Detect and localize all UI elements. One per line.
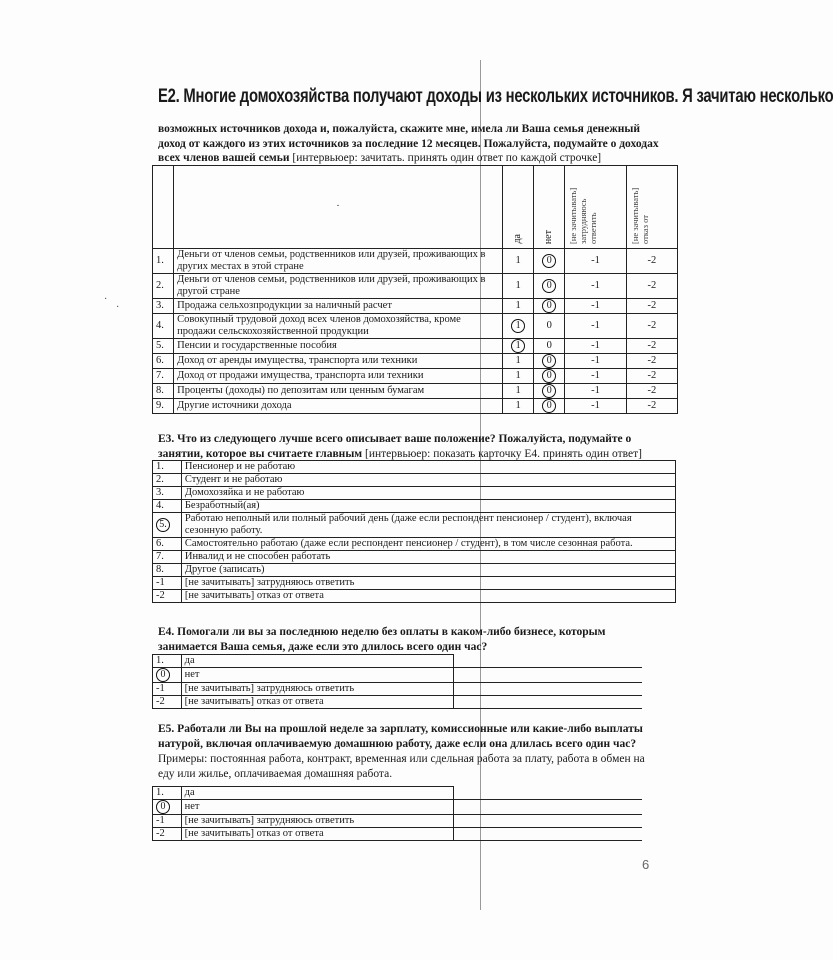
e2-row [153, 274, 678, 299]
header-no: нет [534, 166, 565, 249]
answer-dk[interactable] [565, 249, 626, 274]
option-code [153, 696, 182, 709]
answer-dk[interactable] [565, 299, 626, 314]
e3-option-row[interactable] [153, 590, 676, 603]
answer-dk[interactable] [565, 399, 626, 414]
e5-question: Е5. Работали ли Вы на прошлой неделе за зарплату, комиссионные или какие-либо выплаты натурой, включая оплачиваемую домашнюю работу, даже если она длилась всего один час? Примеры: постоянная работа, контракт, временная или сдельная работа за плату, работа в обмен на еду или жилье, оплачиваемая домашняя работа. [158, 723, 645, 780]
option-code-label: 0 [156, 800, 170, 814]
option-code [153, 513, 182, 538]
answer-code: -2 [647, 400, 657, 411]
answer-ref[interactable] [626, 369, 677, 384]
row-source: Доход от аренды имущества, транспорта или техники [174, 354, 503, 369]
answer-code: 1 [515, 370, 521, 381]
row-source: Проценты (доходы) по депозитам или ценным бумагам [174, 384, 503, 399]
option-text: [не зачитывать] отказ от ответа [181, 696, 454, 709]
answer-code: 1 [515, 385, 521, 396]
margin-mark: · [104, 294, 108, 305]
answer-yes[interactable] [502, 274, 533, 299]
option-code-label: -2 [156, 696, 165, 707]
option-code [153, 564, 182, 577]
option-text: [не зачитывать] отказ от ответа [181, 590, 675, 603]
blank-cell [454, 828, 642, 841]
answer-dk[interactable] [565, 314, 626, 339]
answer-yes[interactable] [502, 314, 533, 339]
option-text: [не зачитывать] затрудняюсь ответить [181, 683, 454, 696]
option-code [153, 787, 182, 800]
header-dont-know: [не зачитывать] затрудняюсь ответить [565, 166, 626, 249]
e2-row [153, 399, 678, 414]
answer-code: -2 [647, 280, 657, 291]
option-text: [не зачитывать] отказ от ответа [181, 828, 454, 841]
answer-ref[interactable] [626, 339, 677, 354]
answer-no[interactable] [534, 369, 565, 384]
e2-row [153, 299, 678, 314]
answer-yes[interactable] [502, 339, 533, 354]
e3-option-row[interactable] [153, 538, 676, 551]
answer-code: 1 [511, 339, 525, 353]
e5-option-row[interactable] [153, 800, 643, 815]
answer-code: 0 [546, 320, 552, 331]
answer-yes[interactable] [502, 384, 533, 399]
option-text: да [181, 655, 454, 668]
blank-cell [454, 655, 642, 668]
row-source: Другие источники дохода [174, 399, 503, 414]
option-text: Инвалид и не способен работать [181, 551, 675, 564]
row-source: Деньги от членов семьи, родственников или друзей, проживающих в других местах в этой стране [174, 249, 503, 274]
e5-option-row[interactable] [153, 787, 643, 800]
answer-code: 1 [515, 400, 521, 411]
e2-row [153, 314, 678, 339]
margin-mark: · [116, 302, 120, 313]
option-code-label: 8. [156, 564, 164, 575]
option-code-label: -2 [156, 828, 165, 839]
answer-code: -1 [591, 370, 600, 381]
answer-ref[interactable] [626, 384, 677, 399]
option-text: Домохозяйка и не работаю [181, 487, 675, 500]
e2-row [153, 249, 678, 274]
e2-intro-instruction: [интервьюер: зачитать. принять один ответ по каждой строчке] [289, 152, 602, 164]
answer-code: -2 [647, 320, 657, 331]
answer-ref[interactable] [626, 274, 677, 299]
answer-code: 0 [542, 354, 556, 368]
option-code-label: 2. [156, 474, 164, 485]
e2-header-row [153, 166, 678, 249]
e4-option-row[interactable] [153, 683, 643, 696]
option-code-label: -1 [156, 815, 165, 826]
e3-option-row[interactable] [153, 564, 676, 577]
option-code [153, 500, 182, 513]
answer-code: 0 [542, 399, 556, 413]
header-num-cell [153, 166, 174, 249]
e3-option-row[interactable] [153, 474, 676, 487]
option-text: [не зачитывать] затрудняюсь ответить [181, 815, 454, 828]
answer-yes[interactable] [502, 249, 533, 274]
blank-cell [454, 668, 642, 683]
option-text: да [181, 787, 454, 800]
answer-code: -2 [647, 355, 657, 366]
header-refuse: [не зачитывать] отказ от [626, 166, 677, 249]
blank-cell [454, 683, 642, 696]
e3-option-row[interactable] [153, 513, 676, 538]
e2-rows [153, 249, 678, 414]
e3-option-row[interactable] [153, 577, 676, 590]
answer-code: -1 [591, 280, 600, 291]
page-number: 6 [642, 857, 650, 872]
blank-cell [454, 696, 642, 709]
answer-dk[interactable] [565, 274, 626, 299]
option-code-label: 3. [156, 487, 164, 498]
answer-no[interactable] [534, 249, 565, 274]
answer-code: -2 [647, 340, 657, 351]
e2-row [153, 384, 678, 399]
answer-dk[interactable] [565, 369, 626, 384]
answer-ref[interactable] [626, 354, 677, 369]
option-text: Пенсионер и не работаю [181, 461, 675, 474]
answer-code: 0 [542, 384, 556, 398]
option-code [153, 590, 182, 603]
option-code [153, 815, 182, 828]
answer-ref[interactable] [626, 399, 677, 414]
answer-code: -2 [647, 370, 657, 381]
option-code-label: 0 [156, 668, 170, 682]
answer-no[interactable] [534, 274, 565, 299]
option-code [153, 655, 182, 668]
option-code [153, 577, 182, 590]
answer-code: 0 [542, 369, 556, 383]
option-text: Студент и не работаю [181, 474, 675, 487]
answer-no[interactable] [534, 339, 565, 354]
answer-no[interactable] [534, 299, 565, 314]
option-code [153, 538, 182, 551]
option-code [153, 474, 182, 487]
answer-code: -1 [591, 300, 600, 311]
row-number: 7. [153, 369, 174, 384]
answer-code: 0 [542, 279, 556, 293]
e3-options-table [152, 460, 676, 603]
option-text: нет [181, 800, 454, 815]
answer-code: 1 [515, 355, 521, 366]
e3-question: Е3. Что из следующего лучше всего описывает ваше положение? Пожалуйста, подумайте о занятии, которое вы считаете главным [интервьюер: показать карточку Е4. принять один ответ] [158, 433, 642, 460]
option-code-label: 5. [156, 518, 170, 532]
row-number: 3. [153, 299, 174, 314]
option-code-label: 7. [156, 551, 164, 562]
option-text: Другое (записать) [181, 564, 675, 577]
row-number: 4. [153, 314, 174, 339]
e2-row [153, 369, 678, 384]
e5-options-table [152, 786, 642, 841]
answer-code: -1 [591, 385, 600, 396]
e2-intro [158, 122, 668, 166]
answer-yes[interactable] [502, 354, 533, 369]
answer-no[interactable] [534, 399, 565, 414]
e3-option-row[interactable] [153, 487, 676, 500]
row-number: 9. [153, 399, 174, 414]
e3-option-row[interactable] [153, 500, 676, 513]
answer-code: -2 [647, 255, 657, 266]
option-code-label: -2 [156, 590, 165, 601]
option-code-label: 1. [156, 655, 164, 666]
answer-code: -2 [647, 300, 657, 311]
e3-option-row[interactable] [153, 461, 676, 474]
option-code [153, 828, 182, 841]
row-source: Деньги от членов семьи, родственников или друзей, проживающих в другой стране [174, 274, 503, 299]
row-number: 8. [153, 384, 174, 399]
e4-question: Е4. Помогали ли вы за последнюю неделю без оплаты в каком-либо бизнесе, которым занимается Ваша семья, даже если это длилось всего один час? [158, 626, 606, 653]
answer-code: 0 [542, 254, 556, 268]
answer-dk[interactable] [565, 339, 626, 354]
header-text-cell: · [174, 166, 503, 249]
option-code-label: 1. [156, 787, 164, 798]
row-number: 2. [153, 274, 174, 299]
answer-code: -1 [591, 355, 600, 366]
blank-cell [454, 787, 642, 800]
e4-option-row[interactable] [153, 668, 643, 683]
option-code [153, 800, 182, 815]
option-code-label: 4. [156, 500, 164, 511]
answer-no[interactable] [534, 314, 565, 339]
row-source: Доход от продажи имущества, транспорта или техники [174, 369, 503, 384]
answer-code: 1 [515, 280, 521, 291]
blank-cell [454, 800, 642, 815]
answer-yes[interactable] [502, 369, 533, 384]
answer-no[interactable] [534, 354, 565, 369]
option-code-label: -1 [156, 683, 165, 694]
option-code [153, 683, 182, 696]
e2-intro-main: возможных источников дохода и, пожалуйста, скажите мне, имела ли Ваша семья денежный доход от каждого из этих источников за последние 12 месяцев. Пожалуйста, подумайте о доходах всех членов вашей семьи [158, 123, 659, 164]
answer-code: 0 [542, 299, 556, 313]
row-number: 6. [153, 354, 174, 369]
answer-code: -1 [591, 400, 600, 411]
option-text: Безработный(ая) [181, 500, 675, 513]
e5-option-row[interactable] [153, 815, 643, 828]
e3-option-row[interactable] [153, 551, 676, 564]
option-code [153, 668, 182, 683]
row-number: 1. [153, 249, 174, 274]
row-source: Совокупный трудовой доход всех членов домохозяйства, кроме продажи сельскохозяйственной продукции [174, 314, 503, 339]
answer-ref[interactable] [626, 249, 677, 274]
row-number: 5. [153, 339, 174, 354]
option-code [153, 461, 182, 474]
option-code-label: 6. [156, 538, 164, 549]
answer-code: 1 [515, 255, 521, 266]
answer-yes[interactable] [502, 399, 533, 414]
option-code [153, 551, 182, 564]
header-yes: да [502, 166, 533, 249]
option-text: Самостоятельно работаю (даже если респондент пенсионер / студент), в том числе сезонная работа. [181, 538, 675, 551]
answer-dk[interactable] [565, 384, 626, 399]
answer-code: -1 [591, 320, 600, 331]
answer-ref[interactable] [626, 314, 677, 339]
e4-options-table [152, 654, 642, 709]
option-code-label: 1. [156, 461, 164, 472]
blank-cell [454, 815, 642, 828]
e2-title: Е2. Многие домохозяйства получают доходы из нескольких источников. Я зачитаю несколько [158, 86, 833, 107]
option-text: Работаю неполный или полный рабочий день (даже если респондент пенсионер / студент), включая сезонную работу. [181, 513, 675, 538]
answer-code: 1 [515, 300, 521, 311]
option-code [153, 487, 182, 500]
option-text: [не зачитывать] затрудняюсь ответить [181, 577, 675, 590]
answer-yes[interactable] [502, 299, 533, 314]
e4-option-row[interactable] [153, 696, 643, 709]
answer-code: -2 [647, 385, 657, 396]
answer-code: 0 [546, 340, 552, 351]
e2-row [153, 354, 678, 369]
answer-dk[interactable] [565, 354, 626, 369]
row-source: Пенсии и государственные пособия [174, 339, 503, 354]
answer-ref[interactable] [626, 299, 677, 314]
option-text: нет [181, 668, 454, 683]
row-source: Продажа сельхозпродукции за наличный расчет [174, 299, 503, 314]
answer-code: 1 [511, 319, 525, 333]
e2-row [153, 339, 678, 354]
answer-no[interactable] [534, 384, 565, 399]
answer-code: -1 [591, 340, 600, 351]
e4-option-row[interactable] [153, 655, 643, 668]
e5-option-row[interactable] [153, 828, 643, 841]
e2-income-table [152, 165, 678, 414]
option-code-label: -1 [156, 577, 165, 588]
answer-code: -1 [591, 255, 600, 266]
